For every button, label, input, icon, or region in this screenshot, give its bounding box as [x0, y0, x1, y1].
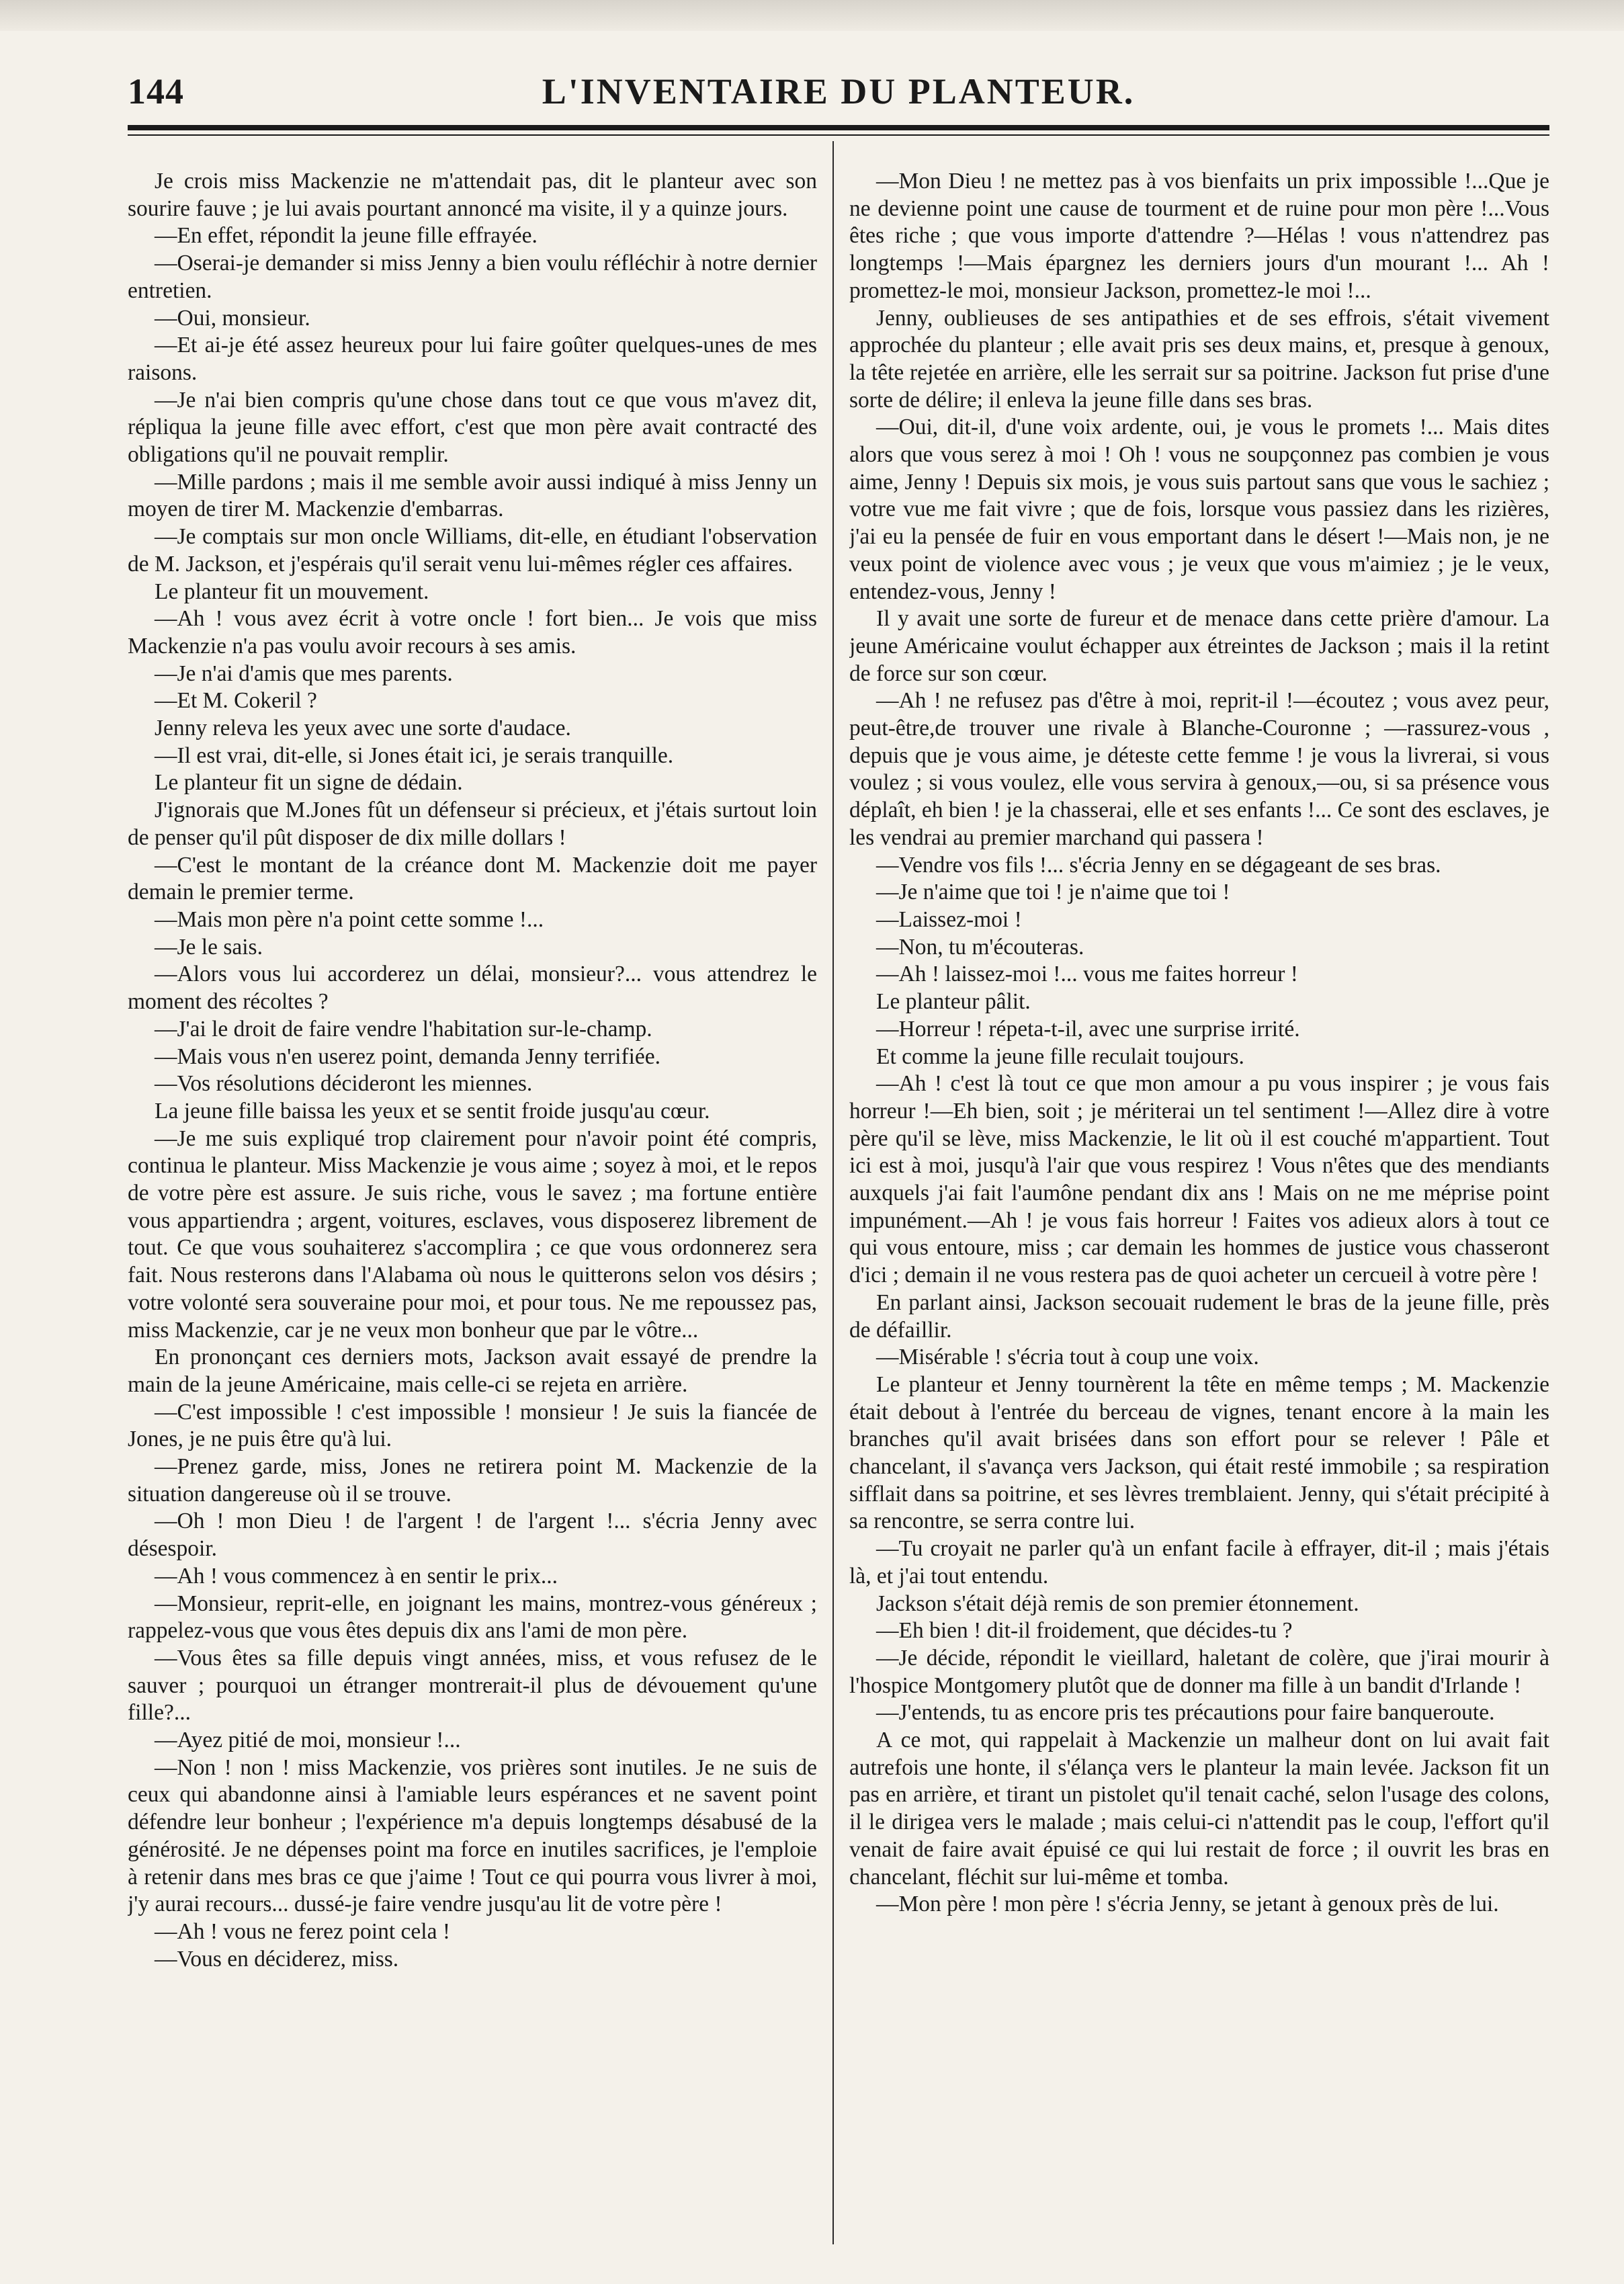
paragraph: —Mais mon père n'a point cette somme !... — [155, 906, 544, 932]
paragraph: —Je comptais sur mon oncle Williams, dit-elle, en étudiant l'observation de M. Jackson, et j'espérais qu'il serait venu lui-mêmes régler ces affaires. — [128, 524, 817, 577]
paragraph: —C'est le montant de la créance dont M. Mackenzie doit me payer demain le premier terme. — [128, 852, 817, 905]
left-column — [128, 168, 817, 2238]
paragraph: J'ignorais que M.Jones fût un défenseur si précieux, et j'étais surtout loin de penser qu'il pût disposer de dix mille dollars ! — [128, 798, 817, 850]
paragraph: Jenny, oublieuses de ses antipathies et de ses effrois, s'était vivement approchée du planteur ; elle avait pris ses deux mains, et, presque à genoux, la tête rejetée en arrière, elle les serrait sur sa poitrine. Jackson fut prise d'une sorte de délire; il enleva la jeune fille dans ses bras. — [849, 305, 1549, 413]
paragraph: —Oui, dit-il, d'une voix ardente, oui, je vous le promets !... Mais dites alors que vous serez à moi ! Oh ! vous ne soupçonnez pas combien je vous aime, Jenny ! Depuis six mois, je vous suis partout sans que vous le sachiez ; votre vue me fait vivre ; que de fois, lorsque vous passiez dans les rizières, j'ai eu la pensée de fuir en vous emportant dans le désert !—Mais non, je ne veux point de violence avec vous ; je veux que vous m'aimiez ; je le veux, entendez-vous, Jenny ! — [849, 415, 1549, 604]
paragraph: —Oh ! mon Dieu ! de l'argent ! de l'argent !... s'écria Jenny avec désespoir. — [128, 1509, 817, 1562]
paragraph: —Je décide, répondit le vieillard, haletant de colère, que j'irai mourir à l'hospice Montgomery plutôt que de donner ma fille à un bandit d'Irlande ! — [849, 1645, 1549, 1698]
paragraph: —Horreur ! répeta-t-il, avec une surprise irrité. — [876, 1016, 1300, 1042]
paragraph: En parlant ainsi, Jackson secouait rudement le bras de la jeune fille, près de défaillir. — [849, 1289, 1549, 1343]
paragraph: —Je n'ai d'amis que mes parents. — [155, 661, 453, 686]
paragraph: —Laissez-moi ! — [876, 906, 1022, 932]
paragraph: La jeune fille baissa les yeux et se sentit froide jusqu'au cœur. — [155, 1098, 710, 1124]
paragraph: En prononçant ces derniers mots, Jackson avait essayé de prendre la main de la jeune Américaine, mais celle-ci se rejeta en arrière. — [128, 1345, 817, 1397]
paragraph: A ce mot, qui rappelait à Mackenzie un malheur dont on lui avait fait autrefois une honte, il s'élança vers le planteur la main levée. Jackson fit un pas en arrière, et tirant un pistolet qu'il tenait caché, selon l'usage des colons, il le dirigea vers le malade ; mais celui-ci n'attendit pas le coup, l'effort qu'il venait de faire avait épuisé ce qui lui restait de force ; il ouvrit les bras en chancelant, fléchit sur lui-même et tomba. — [849, 1728, 1549, 1890]
paragraph: —Ah ! laissez-moi !... vous me faites horreur ! — [876, 962, 1298, 987]
paragraph: —J'entends, tu as encore pris tes précautions pour faire banqueroute. — [876, 1700, 1495, 1726]
paragraph: Le planteur fit un signe de dédain. — [155, 770, 463, 796]
paragraph: —Ah ! vous avez écrit à votre oncle ! fort bien... Je vois que miss Mackenzie n'a pas voulu avoir recours à ses amis. — [128, 606, 817, 659]
paragraph: —Ah ! ne refusez pas d'être à moi, reprit-il !—écoutez ; vous avez peur, peut-être,de trouver une rivale à Blanche-Couronne ; —rassurez-vous , depuis que je vous aime, je déteste cette femme ! je vous la livrerai, si vous voulez ; si vous voulez, elle vous servira à genoux,—ou, si sa présence vous déplaît, eh bien ! je la chasserai, elle et ses enfants !... Ce sont des esclaves, je les vendrai au premier marchand qui passera ! — [849, 688, 1549, 850]
paragraph: Et comme la jeune fille reculait toujours. — [876, 1044, 1244, 1069]
paragraph: Le planteur fit un mouvement. — [155, 579, 429, 604]
paragraph: —Tu croyait ne parler qu'à un enfant facile à effrayer, dit-il ; mais j'étais là, et j'ai tout entendu. — [849, 1536, 1549, 1589]
right-column — [849, 168, 1549, 2238]
paragraph: —Et M. Cokeril ? — [155, 688, 317, 714]
paragraph: Je crois miss Mackenzie ne m'attendait pas, dit le planteur avec son sourire fauve ; je lui avais pourtant annoncé ma visite, il y a quinze jours. — [128, 169, 817, 221]
running-title: L'INVENTAIRE DU PLANTEUR. — [542, 71, 1136, 112]
paragraph: —Mille pardons ; mais il me semble avoir aussi indiqué à miss Jenny un moyen de tirer M. Mackenzie d'embarras. — [128, 469, 817, 522]
paragraph: —Vos résolutions décideront les miennes. — [155, 1071, 533, 1097]
paragraph: Jenny releva les yeux avec une sorte d'audace. — [155, 716, 571, 741]
header-rule-thin — [128, 134, 1549, 136]
paragraph: —Eh bien ! dit-il froidement, que décides-tu ? — [876, 1618, 1293, 1644]
paragraph: —Mon Dieu ! ne mettez pas à vos bienfaits un prix impossible !...Que je ne devienne point une cause de tourment et de ruine pour mon père !...Vous êtes riche ; que vous importe d'attendre ?—Hélas ! vous n'attendrez pas longtemps !—Mais épargnez les derniers jours d'un mourant !... Ah ! promettez-le moi, monsieur Jackson, promettez-le moi !... — [849, 169, 1549, 303]
paragraph: —Je n'aime que toi ! je n'aime que toi ! — [876, 880, 1230, 905]
paragraph: —Vous êtes sa fille depuis vingt années, miss, et vous refusez de le sauver ; pourquoi un étranger montrerait-il plus de dévouement qu'une fille?... — [128, 1645, 817, 1726]
paragraph: —Monsieur, reprit-elle, en joignant les mains, montrez-vous généreux ; rappelez-vous que vous êtes depuis dix ans l'ami de mon père. — [128, 1591, 817, 1644]
paragraph: —Je me suis expliqué trop clairement pour n'avoir point été compris, continua le planteur. Miss Mackenzie je vous aime ; soyez à moi, et le repos de votre père est assure. Je suis riche, vous le savez ; ma fortune entière vous appartiendra ; argent, voitures, esclaves, vous disposerez librement de tout. Ce que vous souhaiterez s'accomplira ; ce que vous ordonnerez sera fait. Nous resterons dans l'Alabama où nous le quitterons selon vos désirs ; votre volonté sera souveraine pour moi, et pour tous. Ne me repoussez pas, miss Mackenzie, car je ne veux mon bonheur que par le vôtre... — [128, 1126, 817, 1343]
page-number: 144 — [128, 71, 184, 112]
column-divider — [832, 141, 834, 2244]
paragraph: —Oserai-je demander si miss Jenny a bien voulu réfléchir à notre dernier entretien. — [128, 251, 817, 303]
page-top-edge — [0, 0, 1624, 31]
paragraph: —C'est impossible ! c'est impossible ! monsieur ! Je suis la fiancée de Jones, je ne puis être qu'à lui. — [128, 1399, 817, 1452]
paragraph: Le planteur pâlit. — [876, 989, 1031, 1015]
paragraph: —Je n'ai bien compris qu'une chose dans tout ce que vous m'avez dit, répliqua la jeune fille avec effort, c'est que mon père avait contracté des obligations qu'il ne pouvait remplir. — [128, 387, 817, 468]
paragraph: —Mais vous n'en userez point, demanda Jenny terrifiée. — [155, 1044, 661, 1069]
paragraph: —Vendre vos fils !... s'écria Jenny en se dégageant de ses bras. — [876, 852, 1441, 878]
paragraph: —Et ai-je été assez heureux pour lui faire goûter quelques-unes de mes raisons. — [128, 333, 817, 385]
paragraph: —Il est vrai, dit-elle, si Jones était ici, je serais tranquille. — [155, 743, 674, 768]
paragraph: Il y avait une sorte de fureur et de menace dans cette prière d'amour. La jeune Américaine voulut échapper aux étreintes de Jackson ; mais il la retint de force sur son cœur. — [849, 606, 1549, 686]
paragraph: —Non, tu m'écouteras. — [876, 934, 1084, 960]
paragraph: —Non ! non ! miss Mackenzie, vos prières sont inutiles. Je ne suis de ceux qui abandonne ainsi à l'amiable leurs espérances et ne savent point défendre leur bonheur ; l'expérience m'a depuis longtemps désabusé de la générosité. Je ne dépenses point ma force en inutiles sacrifices, je l'emploie à retenir dans mes bras ce que j'aime ! Tout ce qui pourra vous livrer à moi, j'y aurai recours... dussé-je faire vendre jusqu'au lit de votre père ! — [128, 1754, 817, 1917]
paragraph: —Ayez pitié de moi, monsieur !... — [155, 1728, 461, 1753]
paragraph: Le planteur et Jenny tournèrent la tête en même temps ; M. Mackenzie était debout à l'entrée du berceau de vignes, tenant encore à la main les branches qu'il avait brisées dans son effort pour se relever ! Pâle et chancelant, il s'avança vers Jackson, qui était resté immobile ; sa respiration sifflait dans sa poitrine, et ses lèvres tremblaient. Jenny, qui s'était précipité à sa rencontre, se serra contre lui. — [849, 1371, 1549, 1534]
paragraph: —J'ai le droit de faire vendre l'habitation sur-le-champ. — [155, 1016, 652, 1042]
header-rule-thick — [128, 125, 1549, 130]
page-header — [128, 71, 1549, 124]
paragraph: —Ah ! vous commencez à en sentir le prix... — [155, 1563, 558, 1589]
paragraph: —Ah ! vous ne ferez point cela ! — [155, 1919, 450, 1944]
paragraph: —En effet, répondit la jeune fille effrayée. — [155, 223, 538, 249]
paragraph: —Vous en déciderez, miss. — [155, 1946, 399, 1972]
paragraph: —Prenez garde, miss, Jones ne retirera point M. Mackenzie de la situation dangereuse où il se trouve. — [128, 1454, 817, 1507]
paragraph: —Misérable ! s'écria tout à coup une voix. — [876, 1345, 1259, 1370]
paragraph: —Oui, monsieur. — [155, 305, 310, 331]
paragraph: —Je le sais. — [155, 934, 263, 960]
paragraph: —Ah ! c'est là tout ce que mon amour a pu vous inspirer ; je vous fais horreur !—Eh bien, soit ; je mériterai un tel sentiment !—Allez dire à votre père qu'il se lève, miss Mackenzie, le lit où il est couché m'appartient. Tout ici est à moi, jusqu'à l'air que vous respirez ! Vous n'êtes que des mendiants auxquels j'ai fait l'aumône pendant dix ans ! Mais on ne me méprise point impunément.—Ah ! je vous fais horreur ! Faites vos adieux alors à tout ce qui vous entoure, miss ; car demain les hommes de justice vous chasseront d'ici ; demain il ne vous restera pas de quoi acheter un cercueil à votre père ! — [849, 1071, 1549, 1288]
paragraph: —Alors vous lui accorderez un délai, monsieur?... vous attendrez le moment des récoltes ? — [128, 962, 817, 1015]
paragraph: Jackson s'était déjà remis de son premier étonnement. — [876, 1591, 1359, 1616]
paragraph: —Mon père ! mon père ! s'écria Jenny, se jetant à genoux près de lui. — [876, 1892, 1499, 1917]
